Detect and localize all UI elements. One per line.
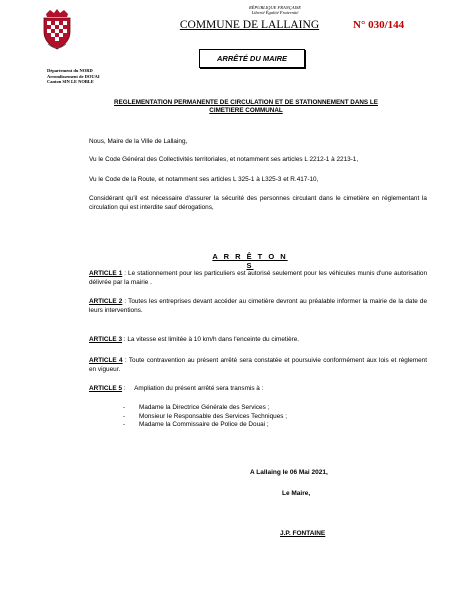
preamble-cgct: Vu le Code Général des Collectivités territoriales, et notamment ses articles L 2212-1 à 2213-1, <box>89 156 359 163</box>
article-4 <box>89 357 427 374</box>
subject-heading: REGLEMENTATION PERMANENTE DE CIRCULATION ET DE STATIONNEMENT DANS LE CIMETIERE COMMUNAL <box>114 99 378 114</box>
recipient: Madame la Commissaire de Police de Douai ; <box>139 421 269 428</box>
article-text: : Ampliation du présent arrêté sera transmis à : <box>122 385 264 392</box>
distribution-list <box>123 404 373 430</box>
article-label: ARTICLE 2 <box>89 298 123 305</box>
article-5 <box>89 385 427 394</box>
document-title-box <box>199 49 305 68</box>
recipient: Monsieur le Responsable des Services Techniques ; <box>139 412 288 420</box>
article-3 <box>89 336 427 345</box>
arretons-heading: A R R Ê T O N S <box>212 252 288 270</box>
article-label: ARTICLE 1 <box>89 270 123 277</box>
article-1 <box>89 270 427 287</box>
arrete-number: N° 030/144 <box>353 19 405 31</box>
department-block <box>47 68 137 85</box>
republic-header <box>200 5 350 15</box>
department-line: Département du NORD <box>47 68 93 73</box>
preamble-code-route: Vu le Code de la Route, et notamment ses articles L 325-1 à L325-3 et R.417-10, <box>89 176 319 183</box>
arrondissement-line: Arrondissement de DOUAI <box>47 73 100 79</box>
list-item: - Monsieur le Responsable des Services Techniques ; <box>123 412 288 420</box>
article-text: : Le stationnement pour les particuliers est autorisé seulement pour les véhicules munis d'une autorisation délivrée par la mairie . <box>89 270 427 286</box>
article-text: : Toutes les entreprises devant accéder au cimetière devront au préalable informer la mairie de la date de leurs interventions. <box>89 298 427 314</box>
preamble-considerant: Considérant qu'il est nécessaire d'assurer la sécurité des personnes circulant dans le cimetière en réglementant la circulation qui est interdite sauf dérogations, <box>89 195 427 211</box>
article-text: : La vitesse est limitée à 10 km/h dans l'enceinte du cimetière. <box>122 336 300 343</box>
canton-line: Canton SIN LE NOBLE <box>47 79 94 84</box>
republic-line-1: RÉPUBLIQUE FRANÇAISE <box>248 5 302 10</box>
preamble-maire: Nous, Maire de la Ville de Lallaing, <box>89 138 188 145</box>
commune-title: COMMUNE DE LALLAING <box>179 19 320 31</box>
signatory-name: J.P. FONTAINE <box>280 530 326 537</box>
document-title: ARRÊTÉ DU MAIRE <box>216 54 287 63</box>
coat-of-arms-icon <box>40 8 74 52</box>
article-label: ARTICLE 4 <box>89 357 123 364</box>
signature-place-date: A Lallaing le 06 Mai 2021, <box>250 469 328 476</box>
article-label: ARTICLE 5 <box>89 385 123 392</box>
list-item: - Madame la Commissaire de Police de Douai ; <box>123 421 269 428</box>
signature-role: Le Maire, <box>282 490 311 497</box>
article-text: : Toute contravention au présent arrêté sera constatée et poursuivie conformément aux lois et règlement en vigueur. <box>89 357 427 373</box>
republic-line-2: Liberté Égalité Fraternité <box>251 10 299 15</box>
article-label: ARTICLE 3 <box>89 336 123 343</box>
recipient: Madame la Directrice Générale des Services ; <box>139 404 270 411</box>
article-2 <box>89 298 427 315</box>
list-item: - Madame la Directrice Générale des Services ; <box>123 404 270 411</box>
